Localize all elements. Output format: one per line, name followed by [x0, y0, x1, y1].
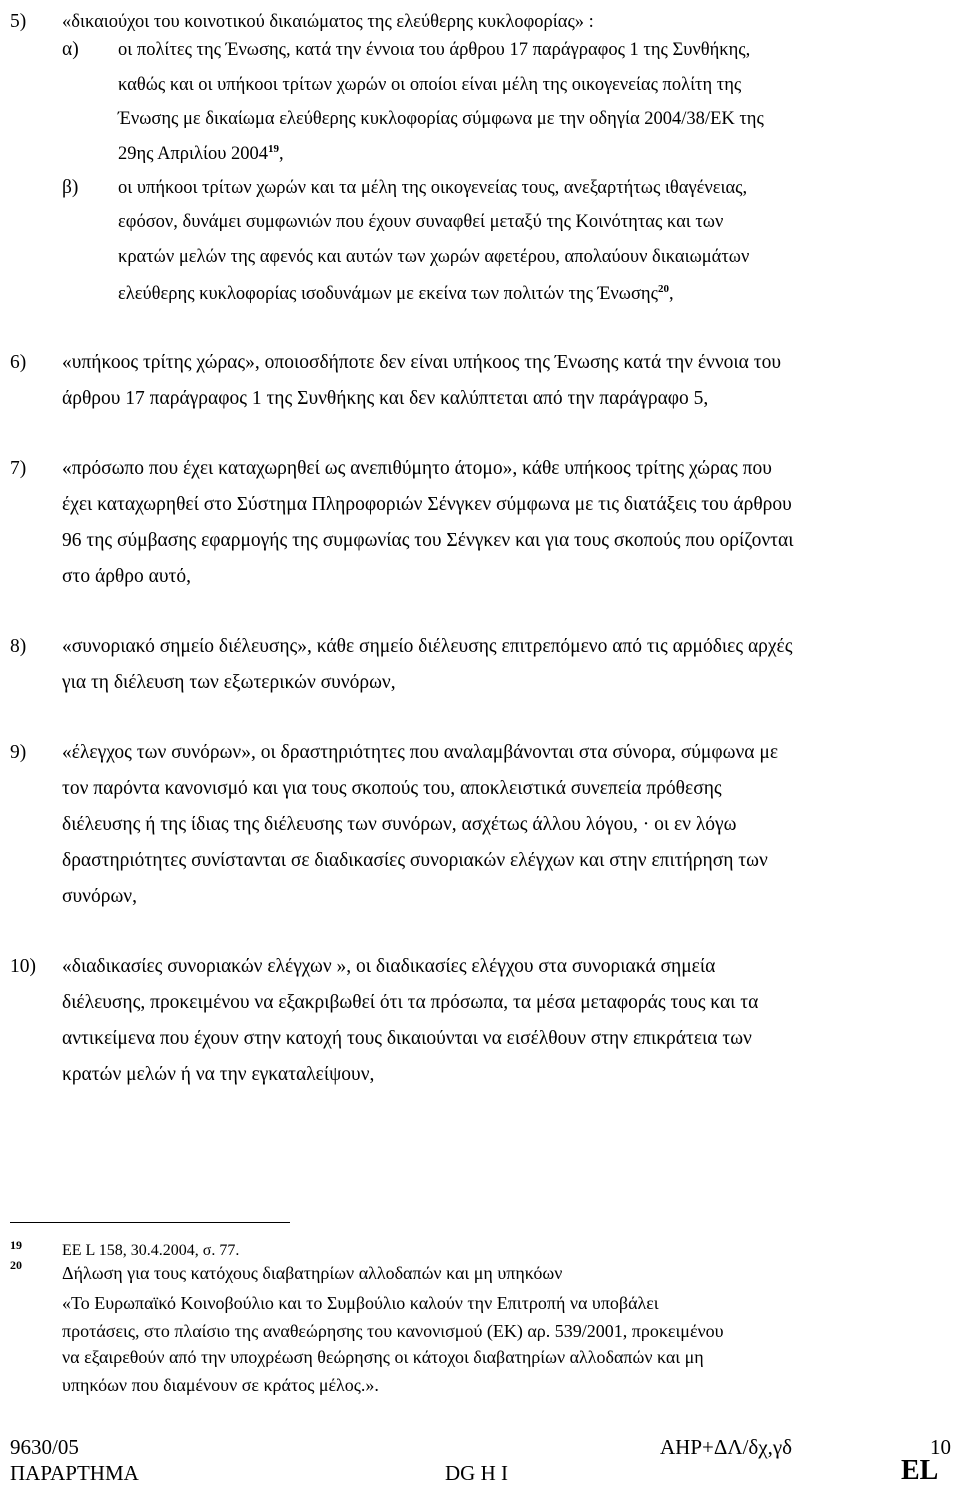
item-text-line: «δικαιούχοι του κοινοτικού δικαιώματος της ελεύθερης κυκλοφορίας» :	[62, 12, 594, 32]
item-text-line: καθώς και οι υπήκοοι τρίτων χωρών οι οποίοι είναι μέλη της οικογενείας πολίτη της	[118, 75, 742, 95]
item-text-line: «πρόσωπο που έχει καταχωρηθεί ως ανεπιθύμητο άτομο», κάθε υπήκοος τρίτης χώρας που	[62, 458, 772, 479]
item-text-line: τον παρόντα κανονισμό και για τους σκοπούς του, αποκλειστικά συνεπεία πρόθεσης	[62, 778, 722, 799]
line-text: 29ης Απριλίου 2004	[118, 144, 268, 164]
page-number: 10	[930, 1435, 951, 1459]
line-punct: ,	[668, 284, 674, 304]
item-text-line: Ένωσης με δικαίωμα ελεύθερης κυκλοφορίας σύμφωνα με την οδηγία 2004/38/ΕΚ της	[118, 109, 764, 129]
footnote-text-line: ΕΕ L 158, 30.4.2004, σ. 77.	[62, 1242, 240, 1259]
item-text-line: δραστηριότητες συνίστανται σε διαδικασίες συνοριακών ελέγχων και στην επιτήρηση των	[62, 850, 768, 871]
item-text-line	[118, 142, 284, 166]
subitem-letter: β)	[62, 177, 79, 198]
item-text-line: κρατών μελών της αφενός και αυτών των χωρών αφετέρου, απολαύουν δικαιωμάτων	[118, 247, 750, 267]
item-text-line	[118, 282, 674, 306]
item-text-line: για τη διέλευση των εξωτερικών συνόρων,	[62, 672, 396, 693]
line-text: ελεύθερης κυκλοφορίας ισοδυνάμων με εκείνα των πολιτών της Ένωσης	[118, 284, 658, 304]
annex-label: ΠΑΡΑΡΤΗΜΑ	[10, 1461, 139, 1485]
item-text-line: «έλεγχος των συνόρων», οι δραστηριότητες που αναλαμβάνονται στα σύνορα, σύμφωνα με	[62, 742, 779, 763]
item-text-line: οι υπήκοοι τρίτων χωρών και τα μέλη της οικογενείας τους, ανεξαρτήτως ιθαγένειας,	[118, 178, 748, 198]
item-number: 8)	[10, 636, 27, 657]
item-number: 6)	[10, 352, 27, 373]
footnote-separator	[10, 1222, 290, 1223]
item-number: 7)	[10, 458, 27, 479]
footnote-text-line: Δήλωση για τους κατόχους διαβατηρίων αλλοδαπών και μη υπηκόων	[62, 1263, 563, 1283]
item-text-line: «υπήκοος τρίτης χώρας», οποιοσδήποτε δεν είναι υπήκοος της Ένωσης κατά την έννοια του	[62, 352, 781, 373]
item-text-line: στο άρθρο αυτό,	[62, 566, 191, 587]
item-text-line: «συνοριακό σημείο διέλευσης», κάθε σημείο διέλευσης επιτρεπόμενο από τις αρμόδιες αρχές	[62, 636, 793, 657]
item-text-line: άρθρου 17 παράγραφος 1 της Συνθήκης και δεν καλύπτεται από την παράγραφο 5,	[62, 388, 709, 409]
item-text-line: συνόρων,	[62, 886, 137, 907]
item-text-line: έχει καταχωρηθεί στο Σύστημα Πληροφοριών Σένγκεν σύμφωνα με τις διατάξεις του άρθρου	[62, 494, 792, 515]
item-text-line: διέλευσης, προκειμένου να εξακριβωθεί ότι τα πρόσωπα, τα μέσα μεταφοράς τους και τα	[62, 992, 759, 1013]
item-text-line: εφόσον, δυνάμει συμφωνιών που έχουν συναφθεί μεταξύ της Κοινότητας και των	[118, 212, 724, 232]
footnote-text-line: «Το Ευρωπαϊκό Κοινοβούλιο και το Συμβούλιο καλούν την Επιτροπή να υποβάλει	[62, 1293, 659, 1313]
subitem-letter: α)	[62, 39, 79, 60]
footnote-ref: 20	[657, 282, 669, 295]
footnote-number: 20	[10, 1258, 22, 1272]
item-text-line: 96 της σύμβασης εφαρμογής της συμφωνίας του Σένγκεν και για τους σκοπούς που ορίζονται	[62, 530, 794, 551]
item-text-line: «διαδικασίες συνοριακών ελέγχων », οι διαδικασίες ελέγχου στα συνοριακά σημεία	[62, 956, 716, 977]
footnote-ref: 19	[268, 142, 279, 155]
footnote-text-line: υπηκόων που διαμένουν σε κράτος μέλος.».	[62, 1375, 379, 1395]
item-text-line: οι πολίτες της Ένωσης, κατά την έννοια του άρθρου 17 παράγραφος 1 της Συνθήκης,	[118, 40, 751, 60]
footnote-text-line: προτάσεις, στο πλαίσιο της αναθεώρησης του κανονισμού (ΕΚ) αρ. 539/2001, προκειμένου	[62, 1321, 724, 1341]
reference-code: ΑΗΡ+ΔΛ/δχ,γδ	[660, 1435, 793, 1459]
footnote-text-line: να εξαιρεθούν από την υποχρέωση θεώρησης οι κάτοχοι διαβατηρίων αλλοδαπών και μη	[62, 1347, 704, 1367]
dg-label: DG H I	[445, 1461, 508, 1485]
item-number: 9)	[10, 742, 27, 763]
doc-number: 9630/05	[10, 1435, 79, 1459]
item-text-line: κρατών μελών ή να την εγκαταλείψουν,	[62, 1064, 375, 1085]
item-number: 5)	[10, 11, 27, 32]
item-number: 10)	[10, 956, 36, 977]
line-punct: ,	[279, 144, 284, 164]
item-text-line: διέλευσης ή της ίδιας της διέλευσης των συνόρων, ασχέτως άλλου λόγου, · οι εν λόγω	[62, 814, 737, 835]
item-text-line: αντικείμενα που έχουν στην κατοχή τους δικαιούνται να εισέλθουν στην επικράτεια των	[62, 1028, 752, 1049]
language-code: EL	[901, 1455, 939, 1486]
footnote-number: 19	[10, 1238, 22, 1252]
